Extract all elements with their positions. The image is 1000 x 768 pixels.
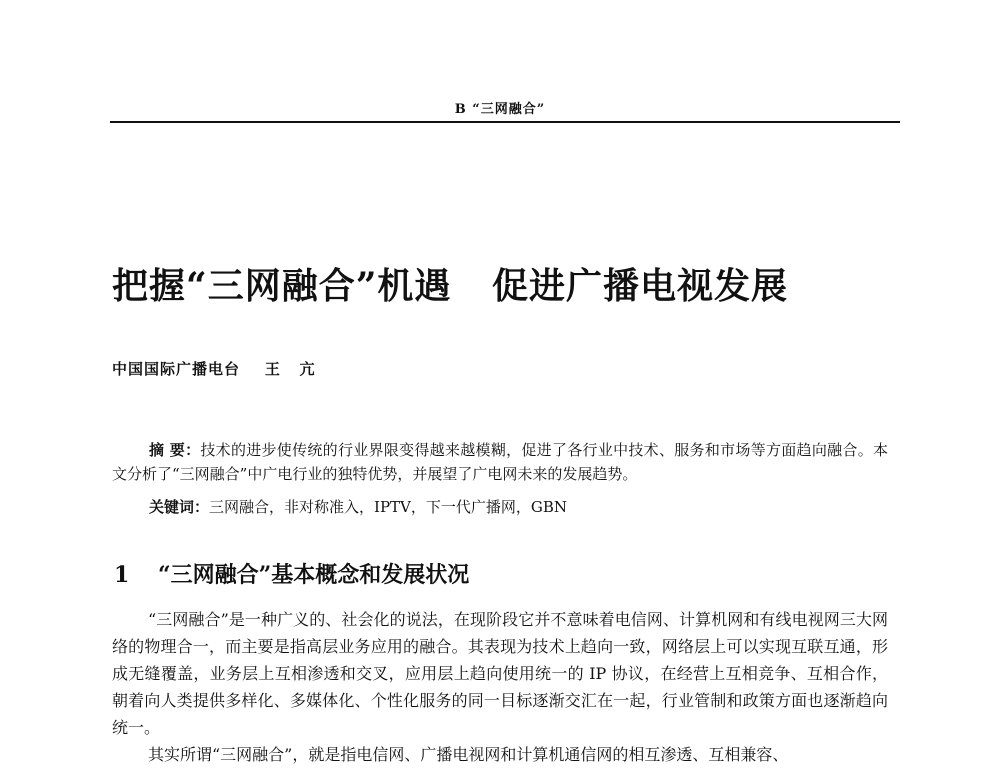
section-number: 1: [114, 562, 130, 588]
section-heading: [114, 560, 469, 590]
article-title: 把握“三网融合”机遇 促进广播电视发展: [112, 265, 789, 307]
keywords-text: 三网融合，非对称准入，IPTV，下一代广播网，GBN: [209, 498, 568, 516]
body-paragraph-2: 其实所谓“三网融合”，就是指电信网、广播电视网和计算机通信网的相互渗透、互相兼容、: [148, 745, 789, 764]
author-byline: 中国国际广播电台 王 亢: [112, 360, 316, 378]
abstract-text: 技术的进步使传统的行业界限变得越来越模糊，促进了各行业中技术、服务和市场等方面趋向融合。本文分析了“三网融合”中广电行业的独特优势，并展望了广电网未来的发展趋势。: [112, 441, 888, 483]
header-rule: [110, 121, 900, 123]
abstract: [112, 438, 888, 486]
abstract-label: 摘 要：: [149, 441, 201, 459]
running-header: B “三网融合”: [454, 102, 546, 117]
keywords-label: 关键词：: [149, 498, 210, 516]
keywords: [149, 495, 567, 519]
body-paragraph-1: “三网融合”是一种广义的、社会化的说法，在现阶段它并不意味着电信网、计算机网和有线电视网三大网络的物理合一，而主要是指高层业务应用的融合。其表现为技术上趋向一致，网络层上可以实现互联互通，形成无缝覆盖，业务层上互相渗透和交叉，应用层上趋向使用统一的 IP 协议，在经营上互相竞争、互相合作，朝着向人类提供多样化、多媒体化、个性化服务的同一目标逐渐交汇在一起，行业管制和政策方面也逐渐趋向统一。: [112, 610, 888, 737]
section-title: “三网融合”基本概念和发展状况: [158, 562, 470, 588]
